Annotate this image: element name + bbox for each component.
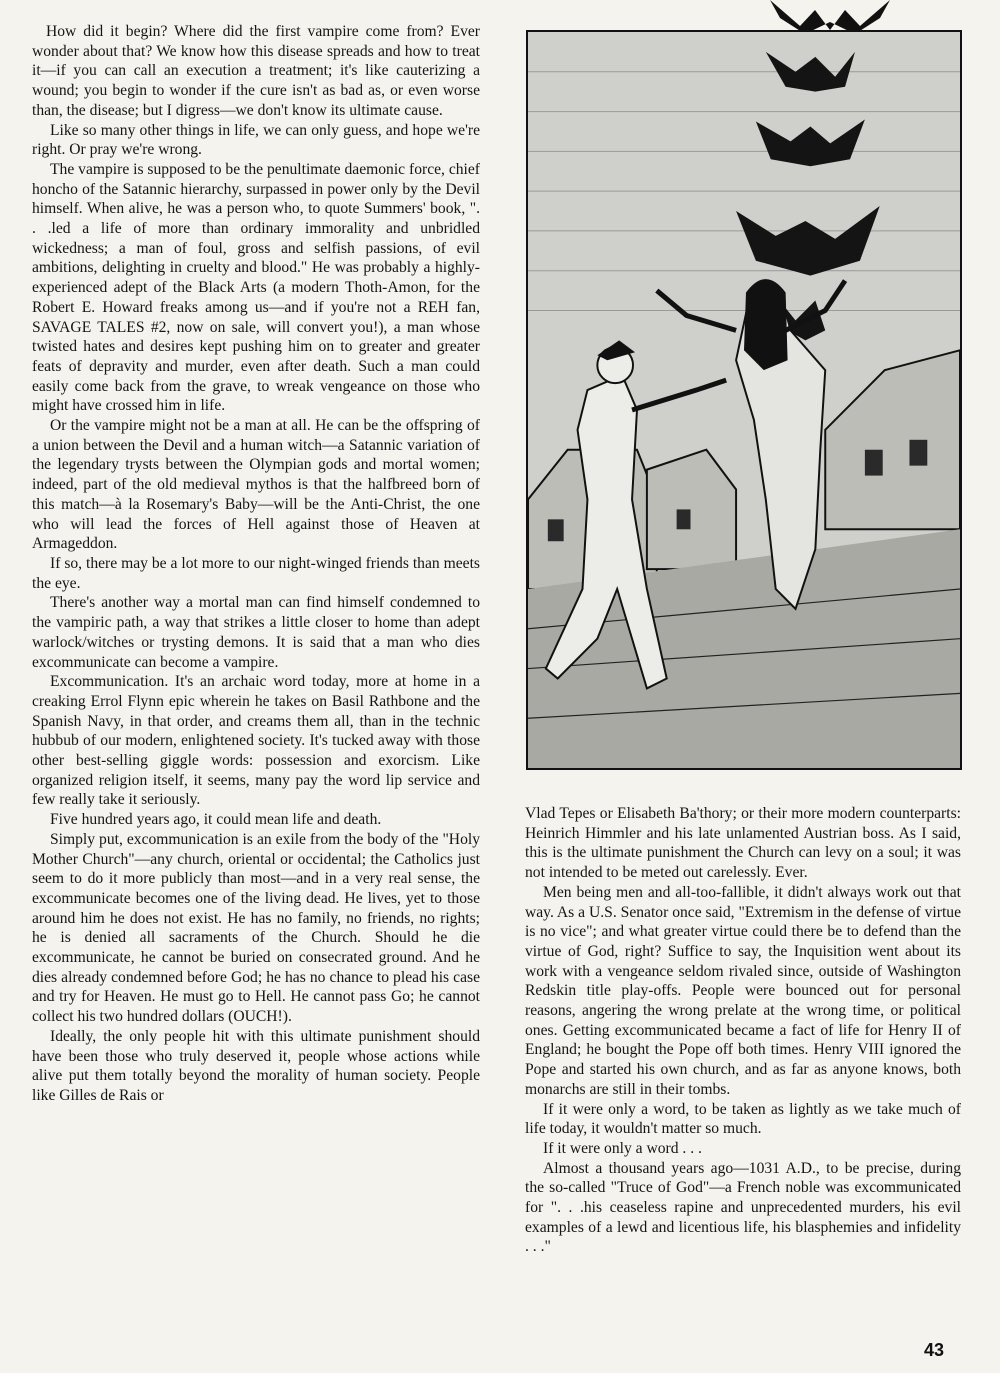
right-text-column <box>525 804 961 1257</box>
paragraph: Men being men and all-too-fallible, it didn't always work out that way. As a U.S. Senator once said, "Extremism in the defense of virtue is no vice"; and what greater virtue could there be to defend than the virtue of God, right? Suffice to say, the Inquisition went about its work with a vengeance seldom rivaled since, outside of Washington Redskin title play-offs. People were bounced out for personal reasons, angering the wrong prelate at the wrong time, or political ones. Getting excommunicated became a fact of life for Henry II of England; he bought the Pope off both times. Henry VIII ignored the Pope and started his own church, and as far as anyone knows, both monarchs are still in their tombs. <box>525 883 961 1098</box>
paragraph: If it were only a word, to be taken as lightly as we take much of life today, it wouldn't matter so much. <box>525 1100 961 1138</box>
bat-wing-overhang-illustration <box>760 0 900 34</box>
paragraph: If so, there may be a lot more to our night-winged friends than meets the eye. <box>32 554 480 592</box>
paragraph: How did it begin? Where did the first vampire come from? Ever wonder about that? We know how this disease spreads and how to treat it—if you can call an execution a treatment; it's like cauterizing a wound; you begin to wonder if the cure isn't as bad as, or even worse than, the disease; but I digress—we don't know its ultimate cause. <box>32 23 480 119</box>
paragraph: Ideally, the only people hit with this ultimate punishment should have been those who truly deserved it, people whose actions while alive put them totally beyond the morality of human society. People like Gilles de Rais or <box>32 1027 480 1104</box>
paragraph: If it were only a word . . . <box>543 1139 702 1157</box>
paragraph: Excommunication. It's an archaic word today, more at home in a creaking Errol Flynn epic wherein he takes on Basil Rathbone and the Spanish Navy, in that order, and creams them all, than in the technic hubbub of our modern, enlightened society. It's tucked away with those other best-selling giggle words: possession and exorcism. Like organized religion itself, it seems, many pay the word lip service and few really take it seriously. <box>32 673 480 809</box>
paragraph: Almost a thousand years ago—1031 A.D., to be precise, during the so-called "Truce of God"—a French noble was excommunicated for ". . .his ceaseless rapine and unprecedented murders, his evil examples of a lewd and licentious life, his blasphemies and infidelity . . ." <box>525 1159 961 1256</box>
paragraph: Or the vampire might not be a man at all. He can be the offspring of a union between the Devil and a human witch—a Satannic variation of the legendary trysts between the Olympian gods and mortal women; indeed, part of the old medieval mythos is that the halfbreed born of this match—à la Rosemary's Baby—will be the Anti-Christ, the one who will lead the forces of Hell against those of Heaven at Armageddon. <box>32 417 480 553</box>
paragraph: There's another way a mortal man can find himself condemned to the vampiric path, a way that strikes a little closer to home than adept warlock/witches or trysting demons. It is said that a man who dies excommunicate can become a vampire. <box>32 594 480 671</box>
paragraph: The vampire is supposed to be the penultimate daemonic force, chief honcho of the Satannic hierarchy, surpassed in power only by the Devil himself. When alive, he was a person who, to quote Summers' book, ". . .led a life of more than ordinary immorality and unbridled wickedness; a man of foul, gross and selfish passions, of evil ambitions, delighting in cruelty and blood." He was probably a highly-experienced adept of the Black Arts (a modern Thoth-Amon, for the Robert E. Howard freaks among us—and if you're not a REH fan, SAVAGE TALES #2, now on sale, will convert you!), a man whose twisted hates and desires kept pushing him on to greater and greater feats of depravity and murder, even after death. Such a man could easily come back from the grave, to wreak vengeance on those who might have crossed him in life. <box>32 160 480 415</box>
page-number: 43 <box>924 1340 945 1360</box>
comic-illustration <box>526 30 962 770</box>
paragraph: Vlad Tepes or Elisabeth Ba'thory; or their more modern counterparts: Heinrich Himmler and his late unlamented Austrian boss. As I said, this is the ultimate punishment the Church can levy on a soul; it was not intended to be meted out carelessly. Ever. <box>525 805 961 882</box>
paragraph: Like so many other things in life, we can only guess, and hope we're right. Or pray we're wrong. <box>32 121 480 159</box>
paragraph: Five hundred years ago, it could mean life and death. <box>50 811 382 829</box>
paragraph: Simply put, excommunication is an exile from the body of the "Holy Mother Church"—any church, oriental or occidental; the Catholics just seem to do it more publicly than most—and in a very real sense, the excommunicate becomes one of the living dead. He lives, yet to those around him he does not exist. He has no family, no friends, no rights; he is denied all sacraments of the Church. Should he die excommunicate, he cannot be buried on consecrated ground. And he dies already condemned before God; he has no chance to plead his case and try for Heaven. He must go to Hell. He cannot pass Go; he cannot collect his two hundred dollars (OUCH!). <box>32 830 480 1026</box>
left-text-column <box>32 22 480 1106</box>
vampire-woman-and-man-drawing <box>528 32 960 768</box>
